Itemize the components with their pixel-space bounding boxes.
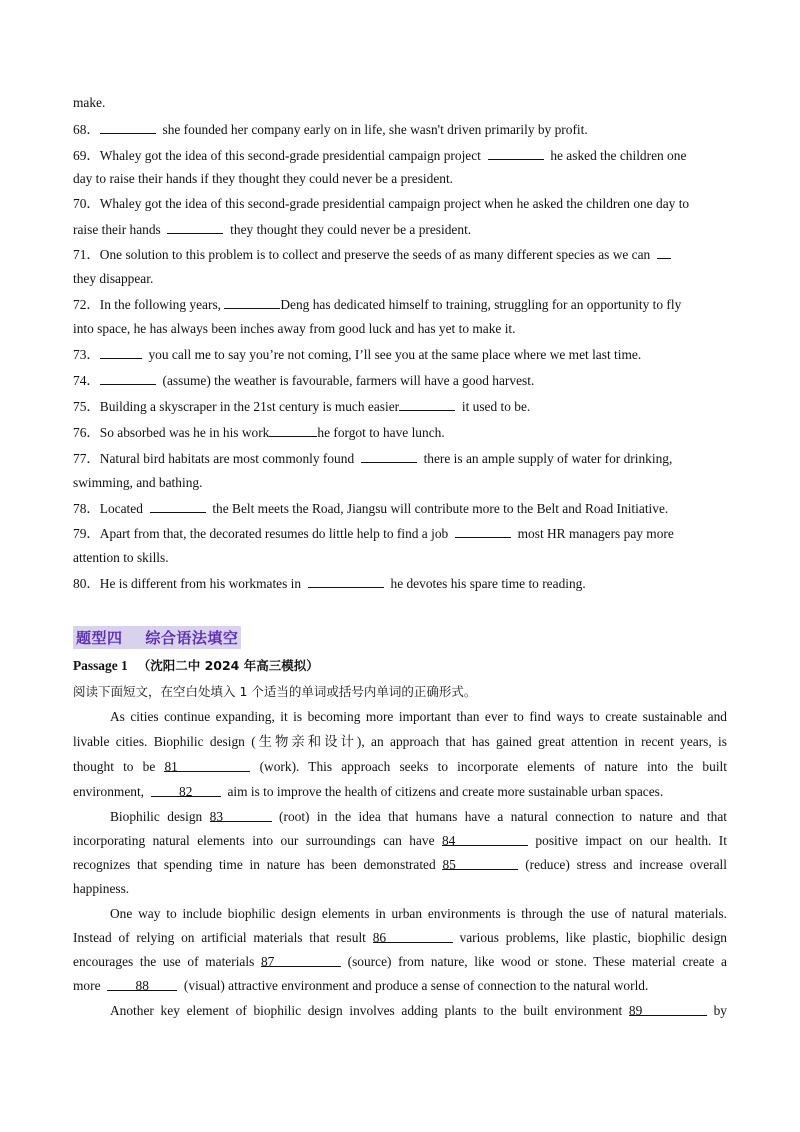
p2-line-1: Biophilic design 83 (root) in the idea that humans have a natural connection to nature and that xyxy=(110,809,727,824)
blank-87: 87 xyxy=(261,953,341,967)
question-74: 74． (assume) the weather is favourable, farmers will have a good harvest. xyxy=(73,373,535,388)
question-70: 70．Whaley got the idea of this second-grade presidential campaign project when he asked the children one day to xyxy=(73,196,690,211)
blank-70 xyxy=(167,220,223,234)
question-72: 72．In the following years, Deng has dedicated himself to training, struggling for an opportunity to fly xyxy=(73,297,682,312)
question-68: 68． she founded her company early on in life, she wasn't driven primarily by profit. xyxy=(73,122,588,137)
blank-76 xyxy=(269,423,317,437)
blank-75 xyxy=(399,397,455,411)
section-heading xyxy=(73,626,241,649)
blank-84: 84 xyxy=(442,832,528,846)
blank-81: 81 xyxy=(164,758,250,772)
blank-89: 89 xyxy=(629,1002,707,1016)
p3-line-2: Instead of relying on artificial materials that result 86 various problems, like plastic, biophilic design xyxy=(73,930,727,945)
blank-78 xyxy=(150,499,206,513)
question-80: 80．He is different from his workmates in he devotes his spare time to reading. xyxy=(73,576,586,591)
p4-line-1: Another key element of biophilic design involves adding plants to the built environment 89 by xyxy=(110,1003,727,1018)
blank-72 xyxy=(224,295,280,309)
p3-line-4: more 88 (visual) attractive environment and produce a sense of connection to the natural world. xyxy=(73,978,649,993)
top-fragment: make. xyxy=(73,95,106,110)
p3-line-3: encourages the use of materials 87 (source) from nature, like wood or stone. These material create a xyxy=(73,954,727,969)
blank-71 xyxy=(657,245,671,259)
p2-line-4: happiness. xyxy=(73,881,130,896)
p2-line-2: incorporating natural elements into our surroundings can have 84 positive impact on our health. It xyxy=(73,833,727,848)
question-73: 73． you call me to say you’re not coming, I’ll see you at the same place where we met last time. xyxy=(73,347,642,362)
question-79: 79．Apart from that, the decorated resumes do little help to find a job most HR managers pay more xyxy=(73,526,674,541)
p1-line-3: thought to be 81 (work). This approach seeks to incorporate elements of nature into the built xyxy=(73,759,727,774)
question-71-cont: they disappear. xyxy=(73,271,154,286)
passage-title: Passage 1 （沈阳二中 2024 年高三模拟） xyxy=(73,658,319,673)
blank-79 xyxy=(455,524,511,538)
question-75: 75．Building a skyscraper in the 21st century is much easier it used to be. xyxy=(73,399,531,414)
p1-line-1: As cities continue expanding, it is becoming more important than ever to find ways to create sustainable and xyxy=(110,709,727,724)
instruction: 阅读下面短文，在空白处填入 1 个适当的单词或括号内单词的正确形式。 xyxy=(73,684,477,699)
blank-88: 88 xyxy=(107,977,177,991)
blank-86: 86 xyxy=(373,929,453,943)
question-72-cont: into space, he has always been inches away from good luck and has yet to make it. xyxy=(73,321,516,336)
question-70-cont: raise their hands they thought they could never be a president. xyxy=(73,222,472,237)
blank-82: 82 xyxy=(151,783,221,797)
question-69: 69．Whaley got the idea of this second-grade presidential campaign project he asked the children one xyxy=(73,148,687,163)
blank-80 xyxy=(308,574,384,588)
blank-74 xyxy=(100,371,156,385)
blank-85: 85 xyxy=(442,856,518,870)
p3-line-1: One way to include biophilic design elements in urban environments is through the use of natural materials. xyxy=(110,906,727,921)
blank-83: 83 xyxy=(210,808,272,822)
question-77: 77．Natural bird habitats are most commonly found there is an ample supply of water for drinking, xyxy=(73,451,673,466)
section-title: 综合语法填空 xyxy=(145,629,239,647)
blank-77 xyxy=(361,449,417,463)
blank-73 xyxy=(100,345,142,359)
blank-68 xyxy=(100,120,156,134)
question-76: 76．So absorbed was he in his work he forgot to have lunch. xyxy=(73,425,445,440)
p1-line-4: environment, 82 aim is to improve the health of citizens and create more sustainable urban spaces. xyxy=(73,784,664,799)
p1-line-2: livable cities. Biophilic design (生物亲和设计), an approach that has gained great attention in recent years, is xyxy=(73,734,727,749)
question-77-cont: swimming, and bathing. xyxy=(73,475,203,490)
question-71: 71．One solution to this problem is to collect and preserve the seeds of as many different species as we can xyxy=(73,245,727,264)
section-label: 题型四 xyxy=(76,629,123,647)
p2-line-3: recognizes that spending time in nature has been demonstrated 85 (reduce) stress and increase overall xyxy=(73,857,727,872)
blank-69 xyxy=(488,146,544,160)
question-79-cont: attention to skills. xyxy=(73,550,169,565)
question-69-cont: day to raise their hands if they thought they could never be a president. xyxy=(73,171,454,186)
question-78: 78．Located the Belt meets the Road, Jiangsu will contribute more to the Belt and Road Initiative. xyxy=(73,501,669,516)
